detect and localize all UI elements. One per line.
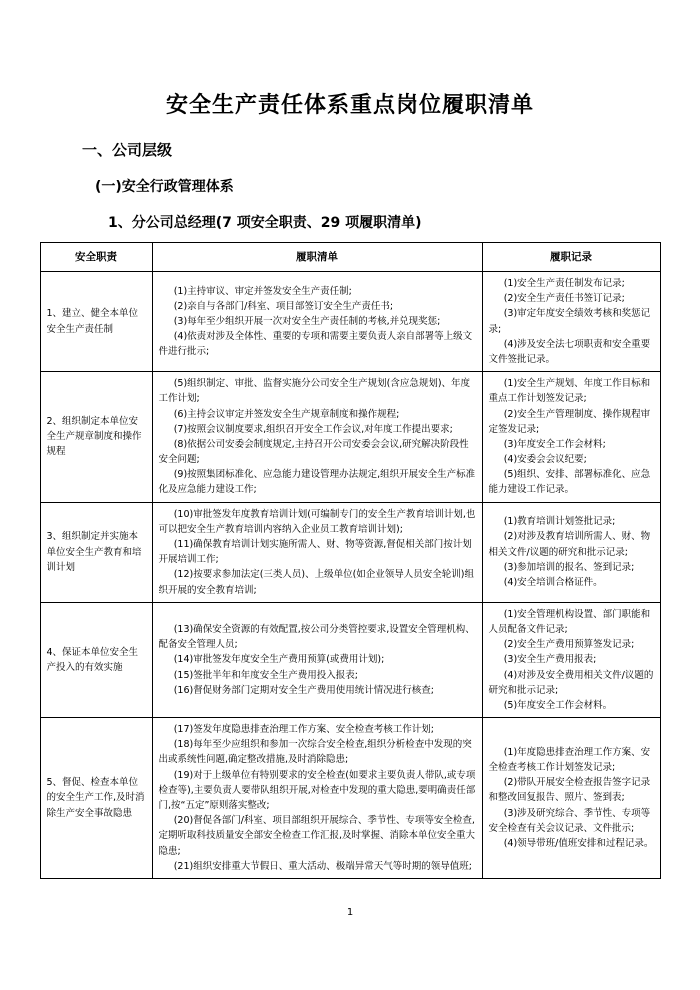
table-row: [40, 718, 660, 879]
checklist-item: (12)按要求参加法定(三类人员)、上级单位(如企业领导人员安全轮训)组织开展的安全教育培训;: [158, 569, 475, 596]
record-item: (2)对涉及教育培训所需人、财、物相关文件/议题的研究和批示记录;: [488, 531, 651, 558]
checklist-item: (9)按照集团标准化、应急能力建设管理办法规定,组织开展安全生产标准化及应急能力建设工作;: [158, 469, 476, 496]
checklist-item: (17)签发年度隐患排查治理工作方案、安全检查考核工作计划;: [173, 724, 434, 736]
records-cell: [482, 272, 660, 372]
record-item: (2)安全生产费用预算签发记录;: [503, 639, 635, 651]
records-cell: [482, 372, 660, 503]
records-cell: [482, 718, 660, 879]
record-item: (2)带队开展安全检查报告签字记录和整改回复报告、照片、签到表;: [488, 777, 651, 804]
section-heading-company-level: 一、公司层级: [82, 141, 173, 159]
subsection-heading-branch-general-manager: 1、分公司总经理(7 项安全职责、29 项履职清单): [108, 215, 422, 231]
document-title: 安全生产责任体系重点岗位履职清单: [165, 93, 534, 118]
record-item: (4)领导带班/值班安排和过程记录。: [503, 837, 654, 849]
table-row: [40, 502, 660, 602]
checklist-item: (18)每年至少应组织和参加一次综合安全检查,组织分析检查中发现的突出或系统性问题,确定整改措施,及时消除隐患;: [158, 739, 472, 766]
record-item: (3)参加培训的报名、签到记录;: [503, 561, 635, 573]
checklist-item: (2)亲自与各部门/科室、项目部签订安全生产责任书;: [173, 300, 394, 312]
duty-table-header: [40, 243, 660, 272]
record-item: (1)安全管理机构设置、部门职能和人员配备文件记录;: [488, 608, 651, 635]
record-item: (3)安全生产费用报表;: [503, 654, 597, 666]
checklist-item: (6)主持会议审定并签发安全生产规章制度和操作规程;: [173, 408, 400, 420]
page-number: 1: [346, 907, 354, 918]
checklist-cell: [152, 602, 482, 717]
record-item: (2)安全生产管理制度、操作规程审定签发记录;: [488, 408, 651, 435]
duty-cell: 4、保证本单位安全生产投入的有效实施: [40, 602, 152, 717]
record-item: (5)年度安全工作会材料。: [503, 699, 613, 711]
duty-cell: 2、组织制定本单位安全生产规章制度和操作规程: [40, 372, 152, 503]
checklist-item: (10)审批签发年度教育培训计划(可编制专门的安全生产教育培训计划,也可以把安全生产教育培训内容纳入企业员工教育培训计划);: [158, 508, 476, 535]
record-item: (4)对涉及安全费用相关文件/议题的研究和批示记录;: [488, 669, 654, 696]
table-row: [40, 272, 660, 372]
header-records: 履职记录: [482, 243, 660, 272]
record-item: (1)教育培训计划签批记录;: [503, 516, 616, 528]
table-row: [40, 602, 660, 717]
record-item: (1)安全生产责任制发布记录;: [503, 278, 625, 289]
records-cell: [482, 502, 660, 602]
record-item: (1)年度隐患排查治理工作方案、安全检查考核工作计划签发记录;: [488, 746, 651, 774]
record-item: (3)年度安全工作会材料;: [503, 438, 606, 450]
record-item: (4)安全培训合格证件。: [503, 576, 603, 588]
checklist-item: (5)组织制定、审批、监督实施分公司安全生产规划(含应急规划)、年度工作计划;: [158, 378, 471, 405]
checklist-item: (14)审批签发年度安全生产费用预算(或费用计划);: [173, 654, 385, 666]
duty-table-body: [40, 272, 660, 879]
duty-table: [40, 242, 661, 879]
checklist-item: (7)按照会议制度要求,组织召开安全工作会议,对年度工作提出要求;: [173, 423, 453, 435]
record-item: (3)审定年度安全绩效考核和奖惩记录;: [488, 308, 651, 335]
table-header-row: [40, 243, 660, 272]
duty-cell: 1、建立、健全本单位安全生产责任制: [40, 272, 152, 372]
table-row: [40, 372, 660, 503]
header-checklist: 履职清单: [152, 243, 482, 272]
checklist-cell: [152, 718, 482, 879]
checklist-cell: [152, 502, 482, 602]
duty-cell: 5、督促、检查本单位的安全生产工作,及时消除生产安全事故隐患: [40, 718, 152, 879]
record-item: (4)涉及安全法七项职责和安全重要文件签批记录。: [488, 338, 651, 365]
checklist-cell: [152, 372, 482, 503]
checklist-cell: [152, 272, 482, 372]
records-cell: [482, 602, 660, 717]
checklist-item: (15)签批半年和年度安全生产费用投入报表;: [173, 669, 358, 681]
checklist-item: (4)依责对涉及全体性、重要的专项和需要主要负责人亲自部署等上级文件进行批示;: [158, 331, 473, 358]
checklist-item: (3)每年至少组织开展一次对安全生产责任制的考核,并兑现奖惩;: [173, 315, 441, 327]
checklist-item: (21)组织安排重大节假日、重大活动、极端异常天气等时期的领导值班;: [173, 860, 472, 872]
checklist-item: (20)督促各部门/科室、项目部组织开展综合、季节性、专项等安全检查,定期听取科技质量安全部安全检查工作汇报,及时掌握、消除本单位安全重大隐患;: [158, 815, 476, 857]
record-item: (2)安全生产责任书签订记录;: [503, 293, 625, 305]
subsection-heading-safety-admin-system: (一)安全行政管理体系: [95, 179, 234, 195]
checklist-item: (11)确保教育培训计划实施所需人、财、物等资源,督促相关部门按计划开展培训工作;: [158, 539, 472, 566]
header-duty: 安全职责: [40, 243, 152, 272]
checklist-item: (16)督促财务部门定期对安全生产费用使用统计情况进行核查;: [173, 684, 434, 696]
record-item: (1)安全生产规划、年度工作目标和重点工作计划签发记录;: [488, 378, 651, 405]
duty-cell: 3、组织制定并实施本单位安全生产教育和培训计划: [40, 502, 152, 602]
checklist-item: (13)确保安全资源的有效配置,按公司分类管控要求,设置安全管理机构、配备安全管理人员;: [158, 623, 475, 651]
checklist-item: (1)主持审议、审定并签发安全生产责任制;: [173, 285, 352, 297]
checklist-item: (8)依据公司安委会制度规定,主持召开公司安委会会议,研究解决阶段性安全问题;: [158, 438, 469, 466]
record-item: (3)涉及研究综合、季节性、专项等安全检查有关会议记录、文件批示;: [488, 807, 651, 834]
record-item: (4)安委会会议纪要;: [503, 454, 587, 466]
checklist-item: (19)对于上级单位有特别要求的安全检查(如要求主要负责人带队,或专项检查等),主要负责人要带队组织开展,对检查中发现的重大隐患,要明确责任部门,按“五定”原则落实整改;: [158, 769, 476, 811]
record-item: (5)组织、安排、部署标准化、应急能力建设工作记录。: [488, 469, 651, 496]
